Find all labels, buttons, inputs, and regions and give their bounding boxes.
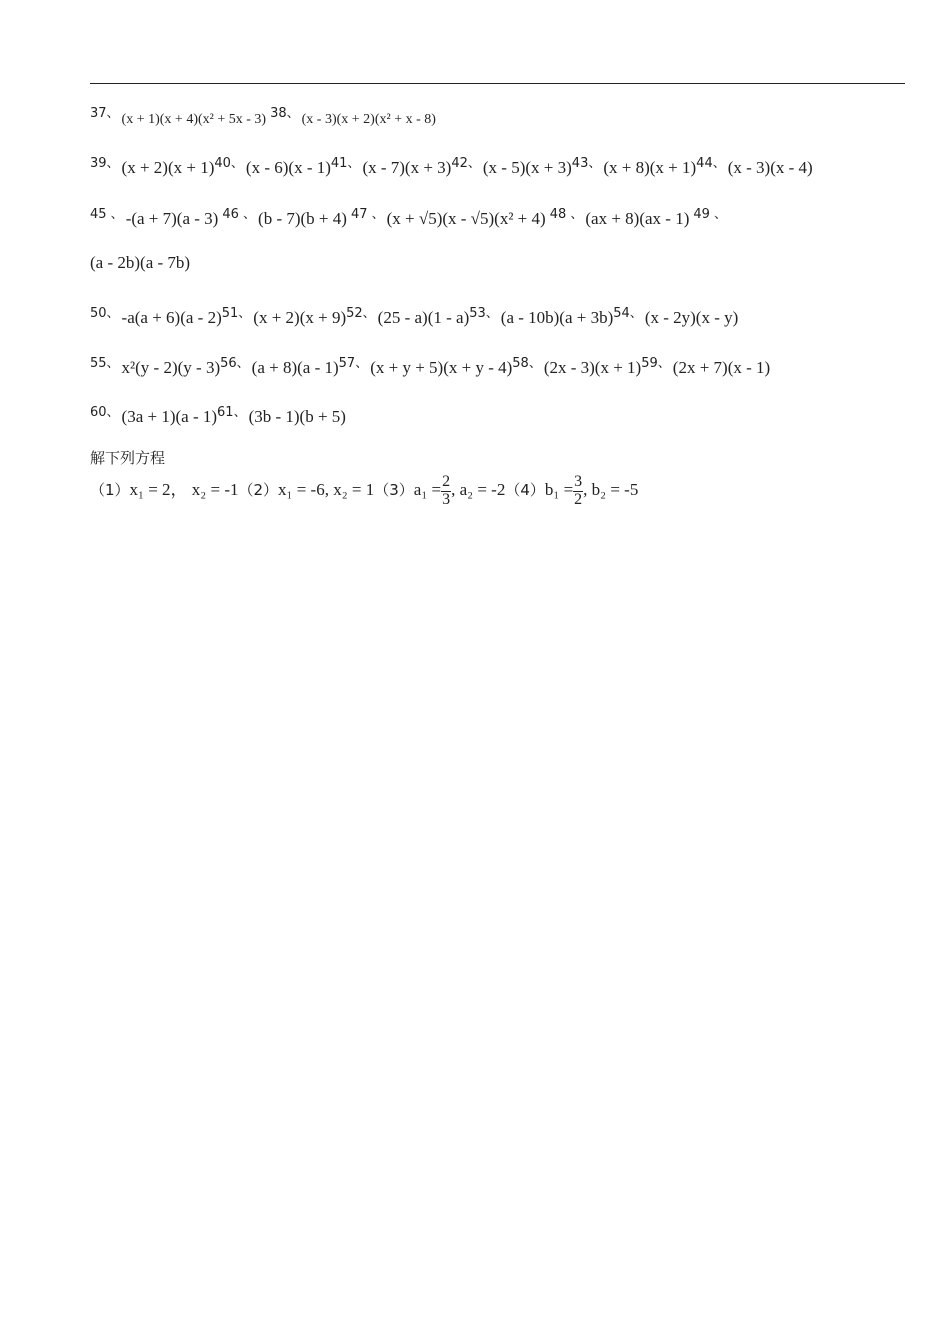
answer-item: $^{37、}$ (x + 1)(x + 4)(x² + 5x - 3) bbox=[90, 106, 267, 128]
answer-item: $^{38、}$ (x - 3)(x + 2)(x² + x - 8) bbox=[270, 106, 436, 128]
answer-value: b₁ = bbox=[544, 479, 574, 499]
answer-label: （4） bbox=[505, 480, 545, 499]
answer-item: $^{47 、}$ (x + √5)(x - √5)(x² + 4) bbox=[350, 207, 546, 229]
answer-row-39-44 bbox=[90, 152, 813, 178]
answer-item: $^{57、}$ (x + y + 5)(x + y - 4) bbox=[338, 356, 513, 378]
answer-label: （2） bbox=[238, 480, 279, 499]
answer-row-49-continued bbox=[90, 253, 190, 273]
answer-item: $^{59、}$ (2x + 7)(x - 1) bbox=[641, 356, 771, 378]
answer-item: $^{40、}$ (x - 6)(x - 1) bbox=[214, 156, 331, 178]
answer-item: $^{43、}$ (x + 8)(x + 1) bbox=[571, 156, 697, 178]
answer-label: （3） bbox=[374, 480, 414, 499]
answer-item: $^{52、}$ (25 - a)(1 - a) bbox=[346, 306, 470, 328]
answer-item: $^{50、}$ -a(a + 6)(a - 2) bbox=[90, 306, 222, 328]
answer-item: $^{46 、}$ (b - 7)(b + 4) bbox=[222, 207, 347, 229]
answer-item: $^{60、}$ (3a + 1)(a - 1) bbox=[90, 405, 218, 427]
answer-row-60-61 bbox=[90, 401, 346, 427]
header-rule bbox=[90, 83, 905, 84]
answer-row-55-59 bbox=[90, 352, 770, 378]
answer-item: $^{44、}$ (x - 3)(x - 4) bbox=[696, 156, 813, 178]
answer-item: $^{42、}$ (x - 5)(x + 3) bbox=[451, 156, 572, 178]
answer-item: $^{51、}$ (x + 2)(x + 9) bbox=[221, 306, 347, 328]
answer-item: $^{58、}$ (2x - 3)(x + 1) bbox=[512, 356, 642, 378]
answer-value: , b₂ = -5 bbox=[583, 479, 639, 499]
fraction: $\frac{2}{3}$ bbox=[442, 473, 451, 508]
answer-item: $^{41、}$ (x - 7)(x + 3) bbox=[330, 156, 452, 178]
answer-value: , a₂ = -2 bbox=[451, 479, 506, 499]
answer-row-45-49 bbox=[90, 203, 729, 229]
section-title: 解下列方程 bbox=[90, 449, 166, 467]
answer-item: $^{45 、}$ -(a + 7)(a - 3) bbox=[90, 207, 219, 229]
answer-item: $^{56、}$ (a + 8)(a - 1) bbox=[220, 356, 339, 378]
answer-row-50-54 bbox=[90, 302, 738, 328]
answer-item: $^{61、}$ (3b - 1)(b + 5) bbox=[217, 405, 346, 427]
answer-label: （1） bbox=[90, 480, 130, 499]
fraction: $\frac{3}{2}$ bbox=[574, 473, 583, 508]
answer-item: (a - 2b)(a - 7b) bbox=[90, 253, 191, 272]
answer-item: $^{53、}$ (a - 10b)(a + 3b) bbox=[469, 306, 614, 328]
answer-value: x₁ = 2， x₂ = -1 bbox=[129, 479, 239, 499]
equation-answers bbox=[90, 474, 638, 509]
answer-item: $^{48 、}$ (ax + 8)(ax - 1) bbox=[549, 207, 690, 229]
answer-item: $^{39、}$ (x + 2)(x + 1) bbox=[90, 156, 215, 178]
answer-item: 49 、 bbox=[693, 207, 728, 222]
answer-row-37-38 bbox=[90, 102, 436, 128]
answer-value: a₁ = bbox=[413, 479, 442, 499]
answer-item: $^{54、}$ (x - 2y)(x - y) bbox=[613, 306, 739, 328]
answer-value: x₁ = -6, x₂ = 1 bbox=[278, 479, 375, 499]
answer-item: $^{55、}$ x²(y - 2)(y - 3) bbox=[90, 356, 221, 378]
